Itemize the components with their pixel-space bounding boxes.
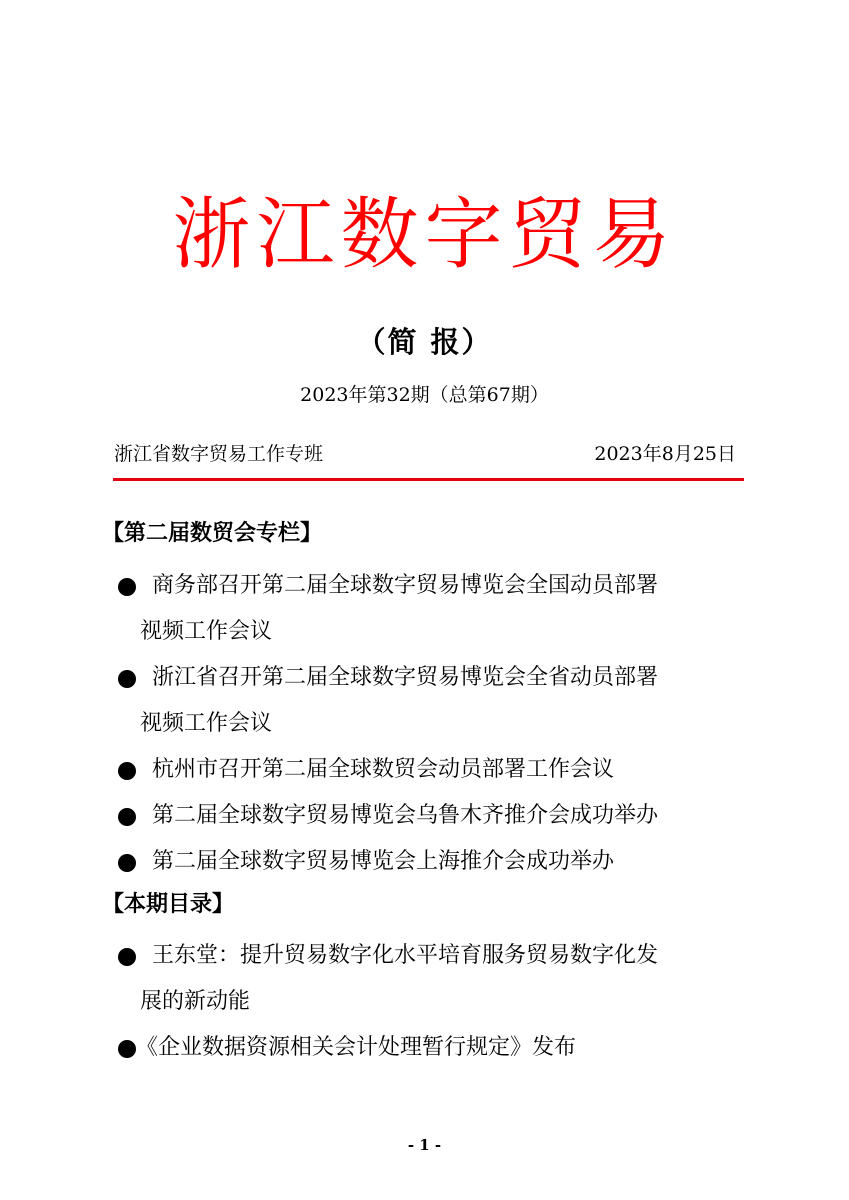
organization: 浙江省数字贸易工作专班 bbox=[114, 443, 324, 465]
list-item bbox=[102, 563, 762, 655]
list-item bbox=[102, 793, 762, 839]
bullet-icon bbox=[118, 670, 136, 688]
issue-number: 2023年第32期（总第67期） bbox=[300, 384, 549, 406]
item-text: 第二届全球数字贸易博览会乌鲁木齐推介会成功举办 bbox=[152, 802, 659, 828]
item-text: 《企业数据资源相关会计处理暂行规定》发布 bbox=[136, 1035, 577, 1061]
header-divider bbox=[113, 478, 744, 481]
list-item bbox=[102, 747, 762, 793]
item-text: 商务部召开第二届全球数字贸易博览会全国动员部署 bbox=[152, 572, 659, 598]
section-title: 【第二届数贸会专栏】 bbox=[102, 521, 323, 546]
bullet-icon bbox=[118, 1040, 136, 1058]
bullet-icon bbox=[118, 808, 136, 826]
list-item bbox=[102, 1025, 762, 1071]
item-text-continued: 展的新动能 bbox=[140, 989, 251, 1015]
item-text: 王东堂：提升贸易数字化水平培育服务贸易数字化发 bbox=[152, 943, 659, 969]
item-text-continued: 视频工作会议 bbox=[140, 618, 273, 644]
item-text: 第二届全球数字贸易博览会上海推介会成功举办 bbox=[152, 848, 615, 874]
item-text: 浙江省召开第二届全球数字贸易博览会全省动员部署 bbox=[152, 664, 659, 690]
section-title: 【本期目录】 bbox=[102, 891, 235, 917]
list-item bbox=[102, 655, 762, 747]
page-number: - 1 - bbox=[407, 1136, 442, 1154]
masthead-title: 浙江数字贸易 bbox=[172, 190, 677, 280]
contents bbox=[102, 520, 762, 1071]
bulletin-subtitle: （简 报） bbox=[356, 325, 493, 359]
list-item bbox=[102, 933, 762, 1025]
publication-date: 2023年8月25日 bbox=[594, 443, 736, 465]
bullet-icon bbox=[118, 854, 136, 872]
bullet-icon bbox=[118, 948, 136, 966]
item-text: 杭州市召开第二届全球数贸会动员部署工作会议 bbox=[152, 756, 615, 782]
list-item bbox=[102, 839, 762, 885]
item-text-continued: 视频工作会议 bbox=[140, 710, 273, 736]
bullet-icon bbox=[118, 762, 136, 780]
bullet-icon bbox=[118, 578, 136, 596]
